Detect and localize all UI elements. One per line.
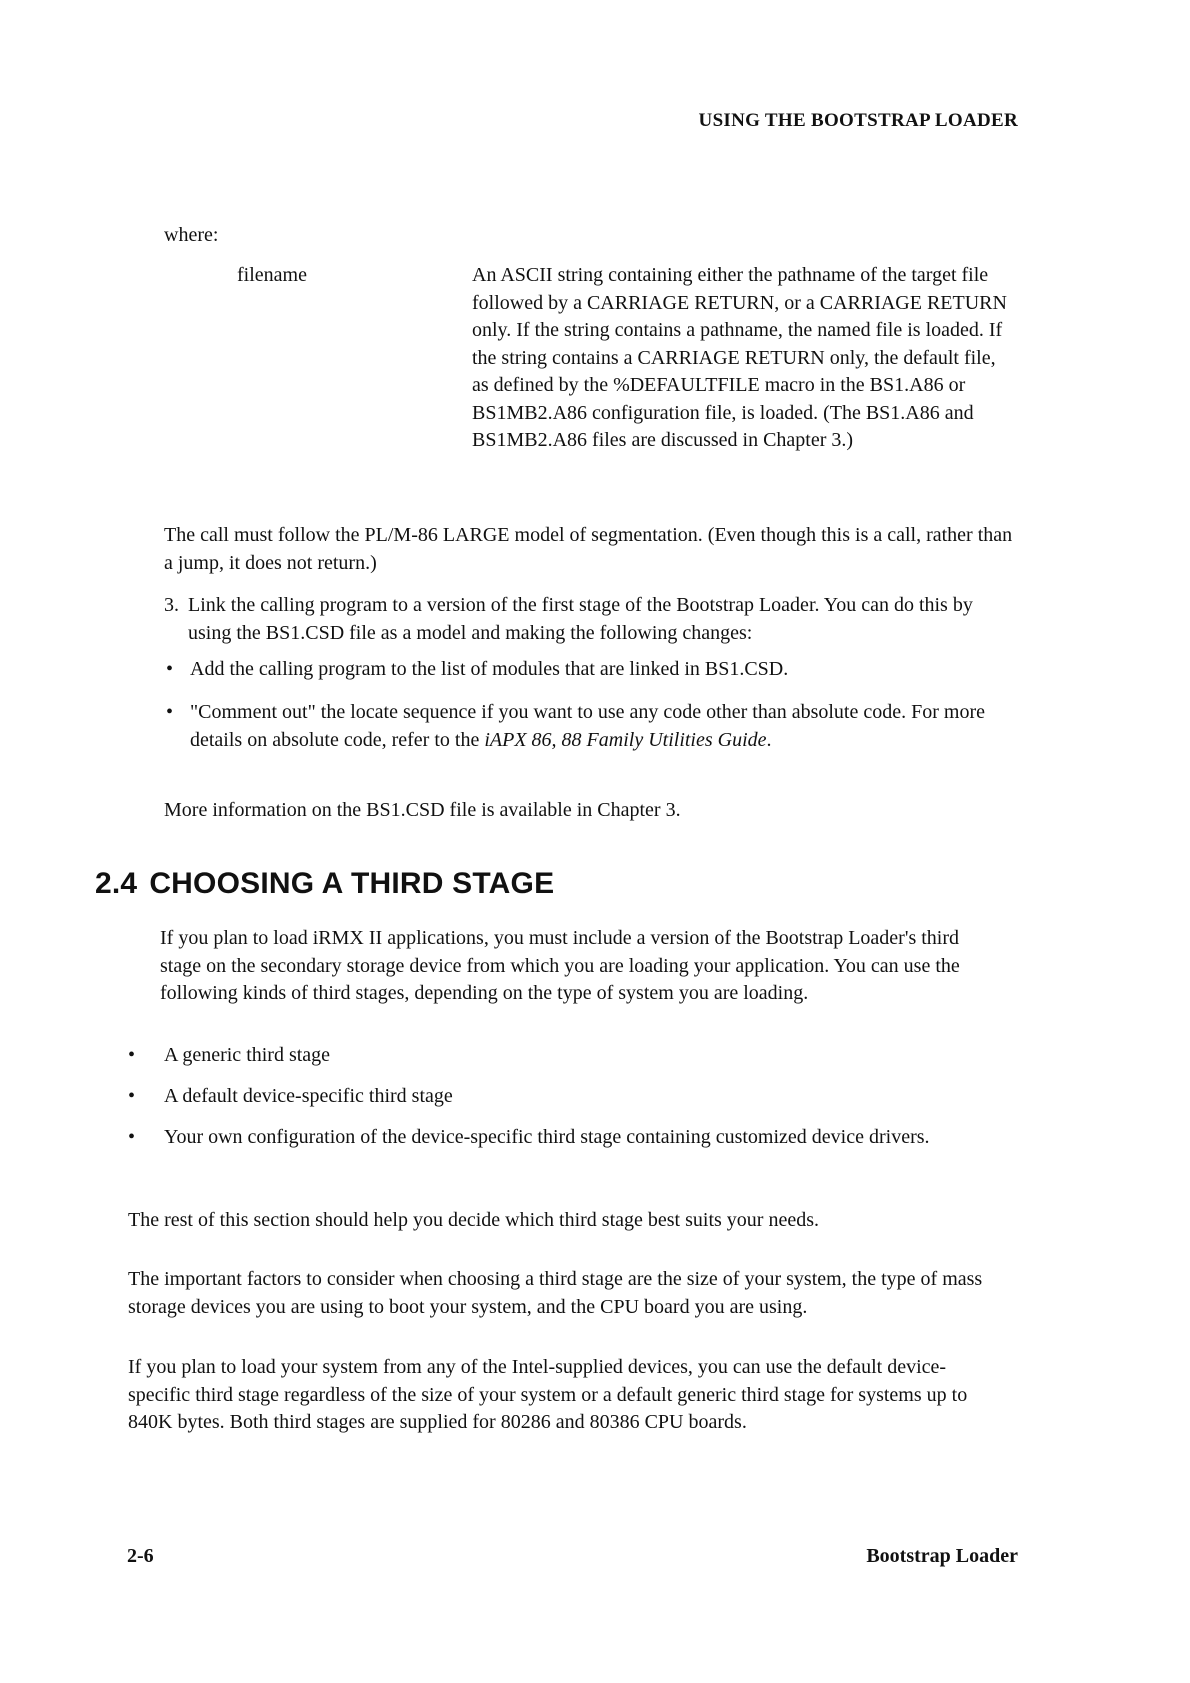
list-item-text-start: "Comment out" the locate sequence if you want to use any code other than absolute code. For more details on absolute code, refer to the [190, 701, 985, 751]
list-item-text: Your own configuration of the device-specific third stage containing customized device drivers. [164, 1126, 930, 1148]
section-heading [95, 867, 554, 901]
call-note-paragraph: The call must follow the PL/M-86 LARGE model of segmentation. (Even though this is a call, rather than a jump, it does not return.) [164, 524, 1013, 574]
section-number: 2.4 [95, 867, 138, 900]
bullet-icon: • [128, 1044, 136, 1066]
section-intro-paragraph: If you plan to load iRMX II applications, you must include a version of the Bootstrap Loader's third stage on the secondary storage device from which you are loading your application. You can use the following kinds of third stages, depending on the type of system you are loading. [160, 927, 960, 1004]
bullet-icon: • [166, 658, 174, 680]
definition-term: filename [237, 264, 307, 286]
list-item-text: Add the calling program to the list of modules that are linked in BS1.CSD. [190, 658, 789, 680]
running-head: USING THE BOOTSTRAP LOADER [698, 110, 1018, 131]
book-reference: iAPX 86, 88 Family Utilities Guide [484, 728, 767, 751]
list-item-text [190, 699, 1016, 754]
page-number: 2-6 [127, 1545, 154, 1567]
factors-paragraph: The important factors to consider when choosing a third stage are the size of your system, the type of mass storage devices you are using to boot your system, and the CPU board you are using. [128, 1268, 983, 1318]
where-label: where: [164, 224, 219, 246]
step-number: 3. [164, 594, 179, 616]
list-item-text-end: . [766, 728, 772, 751]
bullet-icon: • [166, 701, 174, 723]
bullet-icon: • [128, 1085, 136, 1107]
plan-paragraph: If you plan to load your system from any of the Intel-supplied devices, you can use the default device-specific third stage regardless of the size of your system or a default generic third stage for systems up to 840K bytes. Both third stages are supplied for 80286 and 80386 CPU boards. [128, 1356, 968, 1433]
book-title: Bootstrap Loader [866, 1545, 1018, 1567]
rest-paragraph: The rest of this section should help you decide which third stage best suits your needs. [128, 1209, 819, 1231]
list-item-text: A generic third stage [164, 1044, 331, 1066]
step-text: Link the calling program to a version of the first stage of the Bootstrap Loader. You can do this by using the BS1.CSD file as a model and making the following changes: [188, 594, 973, 644]
section-title: CHOOSING A THIRD STAGE [149, 867, 555, 900]
list-item-text: A default device-specific third stage [164, 1085, 453, 1107]
bullet-icon: • [128, 1126, 136, 1148]
definition-description: An ASCII string containing either the pathname of the target file followed by a CARRIAGE RETURN, or a CARRIAGE RETURN only. If the string contains a pathname, the named file is loaded. If the string contains a CARRIAGE RETURN only, the default file, as defined by the %DEFAULTFILE macro in the BS1.A86 or BS1MB2.A86 configuration file, is loaded. (The BS1.A86 and BS1MB2.A86 files are discussed in Chapter 3.) [472, 264, 1007, 451]
more-info-paragraph: More information on the BS1.CSD file is available in Chapter 3. [164, 799, 681, 821]
